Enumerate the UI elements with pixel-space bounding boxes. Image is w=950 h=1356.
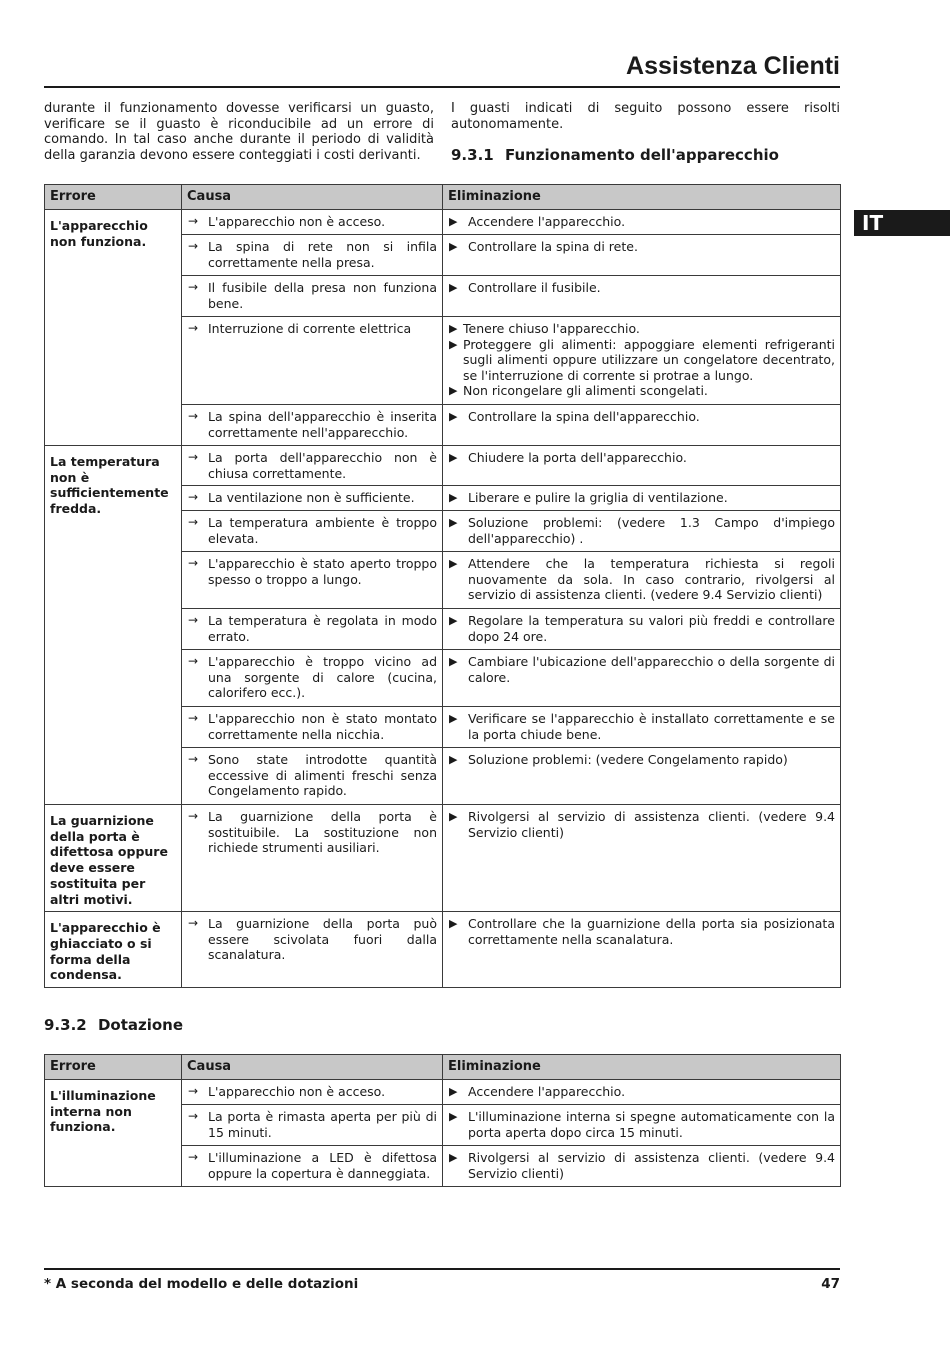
fix-cell	[443, 317, 841, 405]
fix-text: Accendere l'apparecchio.	[468, 214, 626, 229]
fix-item	[448, 490, 835, 506]
fix-text: Regolare la temperatura su valori più freddi e controllare dopo 24 ore.	[468, 613, 835, 644]
arrow-right-icon: →	[188, 809, 199, 823]
cause-item	[187, 214, 437, 230]
fix-item	[448, 239, 835, 255]
section-number: 9.3.2	[44, 1016, 87, 1034]
cause-text: Interruzione di corrente elettrica	[208, 321, 412, 336]
fix-text: Rivolgersi al servizio di assistenza clienti. (vedere 9.4 Servizio clienti)	[468, 809, 835, 840]
arrow-right-icon: →	[188, 490, 199, 504]
triangle-bullet-icon: ▶	[449, 810, 458, 823]
fix-item	[448, 1084, 835, 1100]
cause-item	[187, 752, 437, 799]
fix-cell	[443, 511, 841, 552]
arrow-right-icon: →	[188, 654, 199, 668]
cause-cell	[182, 707, 443, 748]
cause-text: La spina di rete non si infila correttamente nella presa.	[208, 239, 437, 270]
cause-cell	[182, 210, 443, 235]
table-row	[45, 912, 841, 988]
language-tab: IT	[854, 210, 950, 236]
cause-cell	[182, 511, 443, 552]
troubleshooting-table-equipment	[44, 1054, 841, 1187]
triangle-bullet-icon: ▶	[449, 491, 458, 504]
column-header-error: Errore	[45, 185, 182, 210]
fix-cell	[443, 805, 841, 912]
cause-item	[187, 556, 437, 587]
triangle-bullet-icon: ▶	[449, 451, 458, 464]
cause-text: L'illuminazione a LED è difettosa oppure la copertura è danneggiata.	[208, 1150, 437, 1181]
fix-text: Cambiare l'ubicazione dell'apparecchio o della sorgente di calore.	[468, 654, 835, 685]
table-header-row	[45, 185, 841, 210]
section-number: 9.3.1	[451, 146, 494, 164]
fix-cell	[443, 1105, 841, 1146]
arrow-right-icon: →	[188, 916, 199, 931]
fix-cell	[443, 446, 841, 486]
fix-cell	[443, 405, 841, 446]
cause-item	[187, 613, 437, 644]
triangle-bullet-icon: ▶	[449, 384, 458, 397]
fix-cell	[443, 1146, 841, 1187]
triangle-bullet-icon: ▶	[449, 1085, 458, 1098]
fix-item	[448, 383, 835, 399]
fix-item	[448, 916, 835, 947]
cause-item	[187, 321, 437, 337]
fix-item	[448, 450, 835, 466]
cause-cell	[182, 1105, 443, 1146]
arrow-right-icon: →	[188, 1109, 199, 1123]
cause-text: La spina dell'apparecchio è inserita correttamente nell'apparecchio.	[208, 409, 437, 440]
intro-text-right: I guasti indicati di seguito possono essere risolti autonomamente.	[451, 101, 840, 132]
fix-cell	[443, 552, 841, 609]
arrow-right-icon: →	[188, 613, 199, 627]
cause-cell	[182, 446, 443, 486]
section-title: Funzionamento dell'apparecchio	[504, 146, 779, 164]
footer-note: * A seconda del modello e delle dotazioni	[44, 1276, 359, 1292]
cause-text: L'apparecchio non è stato montato correttamente nella nicchia.	[208, 711, 437, 742]
triangle-bullet-icon: ▶	[449, 655, 458, 668]
section-title: Dotazione	[97, 1016, 184, 1034]
arrow-right-icon: →	[188, 556, 199, 570]
triangle-bullet-icon: ▶	[449, 215, 458, 228]
cause-text: L'apparecchio non è acceso.	[208, 1084, 386, 1099]
triangle-bullet-icon: ▶	[449, 337, 458, 351]
triangle-bullet-icon: ▶	[449, 917, 458, 931]
fix-cell	[443, 912, 841, 988]
fix-item	[448, 409, 835, 425]
fix-item	[448, 654, 835, 685]
fix-item	[448, 613, 835, 644]
column-header-fix: Eliminazione	[443, 185, 841, 210]
cause-text: L'apparecchio è stato aperto troppo spesso o troppo a lungo.	[208, 556, 437, 587]
intro-text-left: durante il funzionamento dovesse verificarsi un guasto, verificare se il guasto è riconducibile ad un errore di comando. In tal caso anche durante il periodo di validità della garanzia devono essere conteggiati i costi derivanti.	[44, 101, 434, 163]
page-title: Assistenza Clienti	[626, 52, 840, 80]
arrow-right-icon: →	[188, 239, 199, 253]
arrow-right-icon: →	[188, 214, 199, 228]
cause-cell	[182, 1080, 443, 1105]
triangle-bullet-icon: ▶	[449, 557, 458, 570]
cause-item	[187, 711, 437, 742]
cause-text: Il fusibile della presa non funziona bene.	[208, 280, 437, 311]
arrow-right-icon: →	[188, 711, 199, 725]
fix-item	[448, 321, 835, 337]
table-row	[45, 805, 841, 912]
cause-cell	[182, 1146, 443, 1187]
fix-item	[448, 214, 835, 230]
arrow-right-icon: →	[188, 280, 199, 294]
table-header-row	[45, 1055, 841, 1080]
header-divider	[44, 86, 840, 88]
triangle-bullet-icon: ▶	[449, 516, 458, 529]
error-description: L'apparecchio non funziona.	[45, 210, 182, 446]
fix-cell	[443, 210, 841, 235]
cause-item	[187, 1150, 437, 1181]
column-header-cause: Causa	[182, 185, 443, 210]
cause-cell	[182, 317, 443, 405]
fix-text: Tenere chiuso l'apparecchio.	[463, 321, 640, 336]
column-header-fix: Eliminazione	[443, 1055, 841, 1080]
fix-cell	[443, 1080, 841, 1105]
fix-cell	[443, 609, 841, 650]
cause-item	[187, 654, 437, 701]
cause-text: L'apparecchio non è acceso.	[208, 214, 386, 229]
cause-item	[187, 280, 437, 311]
triangle-bullet-icon: ▶	[449, 1110, 458, 1123]
triangle-bullet-icon: ▶	[449, 281, 458, 294]
cause-text: La temperatura ambiente è troppo elevata.	[208, 515, 437, 546]
cause-item	[187, 450, 437, 481]
cause-cell	[182, 235, 443, 276]
cause-text: La temperatura è regolata in modo errato.	[208, 613, 437, 644]
cause-cell	[182, 805, 443, 912]
error-description: L'apparecchio è ghiacciato o si forma della condensa.	[45, 912, 182, 988]
page-number: 47	[821, 1276, 840, 1292]
fix-item	[448, 752, 835, 768]
triangle-bullet-icon: ▶	[449, 322, 458, 335]
cause-item	[187, 916, 437, 963]
column-header-error: Errore	[45, 1055, 182, 1080]
cause-item	[187, 1084, 437, 1100]
cause-item	[187, 1109, 437, 1140]
cause-item	[187, 809, 437, 856]
cause-cell	[182, 276, 443, 317]
fix-text: L'illuminazione interna si spegne automaticamente con la porta aperta dopo circa 15 minuti.	[468, 1109, 835, 1140]
cause-cell	[182, 650, 443, 707]
cause-cell	[182, 609, 443, 650]
cause-text: La porta dell'apparecchio non è chiusa correttamente.	[208, 450, 437, 481]
arrow-right-icon: →	[188, 1150, 199, 1164]
table-row	[45, 446, 841, 486]
arrow-right-icon: →	[188, 1084, 199, 1098]
cause-text: La porta è rimasta aperta per più di 15 minuti.	[208, 1109, 437, 1140]
fix-item	[448, 1150, 835, 1181]
cause-item	[187, 490, 437, 506]
fix-cell	[443, 486, 841, 511]
fix-item	[448, 809, 835, 840]
fix-text: Controllare la spina di rete.	[468, 239, 638, 254]
cause-text: La guarnizione della porta è sostituibile. La sostituzione non richiede strumenti ausiliari.	[208, 809, 437, 855]
section-heading-9-3-1	[451, 146, 779, 164]
fix-text: Controllare la spina dell'apparecchio.	[468, 409, 700, 424]
arrow-right-icon: →	[188, 752, 199, 766]
fix-text: Controllare il fusibile.	[468, 280, 601, 295]
fix-item	[448, 1109, 835, 1140]
fix-cell	[443, 235, 841, 276]
cause-cell	[182, 912, 443, 988]
cause-cell	[182, 486, 443, 511]
cause-text: Sono state introdotte quantità eccessive di alimenti freschi senza Congelamento rapido.	[208, 752, 437, 798]
error-description: La guarnizione della porta è difettosa oppure deve essere sostituita per altri motivi.	[45, 805, 182, 912]
fix-item	[448, 515, 835, 546]
cause-item	[187, 239, 437, 270]
fix-text: Soluzione problemi: (vedere 1.3 Campo d'impiego dell'apparecchio) .	[468, 515, 835, 546]
fix-text: Chiudere la porta dell'apparecchio.	[468, 450, 687, 465]
table-row	[45, 1080, 841, 1105]
fix-text: Verificare se l'apparecchio è installato correttamente e se la porta chiude bene.	[468, 711, 835, 742]
section-heading-9-3-2	[44, 1016, 183, 1034]
error-description: La temperatura non è sufficientemente fredda.	[45, 446, 182, 805]
fix-text: Non ricongelare gli alimenti scongelati.	[463, 383, 708, 398]
triangle-bullet-icon: ▶	[449, 410, 458, 423]
troubleshooting-table-operation	[44, 184, 841, 988]
triangle-bullet-icon: ▶	[449, 1151, 458, 1164]
fix-cell	[443, 748, 841, 805]
triangle-bullet-icon: ▶	[449, 240, 458, 253]
fix-text: Soluzione problemi: (vedere Congelamento rapido)	[468, 752, 788, 767]
fix-item	[448, 280, 835, 296]
fix-text: Proteggere gli alimenti: appoggiare elementi refrigeranti sugli alimenti oppure utilizzare un congelatore decentrato, se l'interruzione di corrente si protrae a lungo.	[463, 336, 835, 383]
cause-cell	[182, 405, 443, 446]
table-row	[45, 210, 841, 235]
fix-cell	[443, 707, 841, 748]
fix-item	[448, 556, 835, 603]
arrow-right-icon: →	[188, 515, 199, 529]
fix-item	[448, 711, 835, 742]
fix-text: Attendere che la temperatura richiesta si regoli nuovamente da sola. In caso contrario, rivolgersi al servizio di assistenza clienti. (vedere 9.4 Servizio clienti)	[468, 556, 835, 602]
cause-item	[187, 515, 437, 546]
fix-text: Liberare e pulire la griglia di ventilazione.	[468, 490, 728, 505]
cause-text: L'apparecchio è troppo vicino ad una sorgente di calore (cucina, calorifero ecc.).	[208, 654, 437, 700]
triangle-bullet-icon: ▶	[449, 712, 458, 725]
fix-cell	[443, 276, 841, 317]
cause-item	[187, 409, 437, 440]
triangle-bullet-icon: ▶	[449, 614, 458, 627]
fix-cell	[443, 650, 841, 707]
error-description: L'illuminazione interna non funziona.	[45, 1080, 182, 1187]
triangle-bullet-icon: ▶	[449, 753, 458, 766]
fix-text: Accendere l'apparecchio.	[468, 1084, 626, 1099]
arrow-right-icon: →	[188, 450, 199, 464]
cause-text: La guarnizione della porta può essere scivolata fuori dalla scanalatura.	[208, 916, 437, 963]
arrow-right-icon: →	[188, 409, 199, 423]
arrow-right-icon: →	[188, 321, 199, 335]
cause-cell	[182, 748, 443, 805]
cause-cell	[182, 552, 443, 609]
footer-divider	[44, 1268, 840, 1270]
cause-text: La ventilazione non è sufficiente.	[208, 490, 415, 505]
fix-text: Rivolgersi al servizio di assistenza clienti. (vedere 9.4 Servizio clienti)	[468, 1150, 835, 1181]
fix-text: Controllare che la guarnizione della porta sia posizionata correttamente nella scanalatura.	[468, 916, 835, 947]
column-header-cause: Causa	[182, 1055, 443, 1080]
fix-item	[448, 337, 835, 384]
